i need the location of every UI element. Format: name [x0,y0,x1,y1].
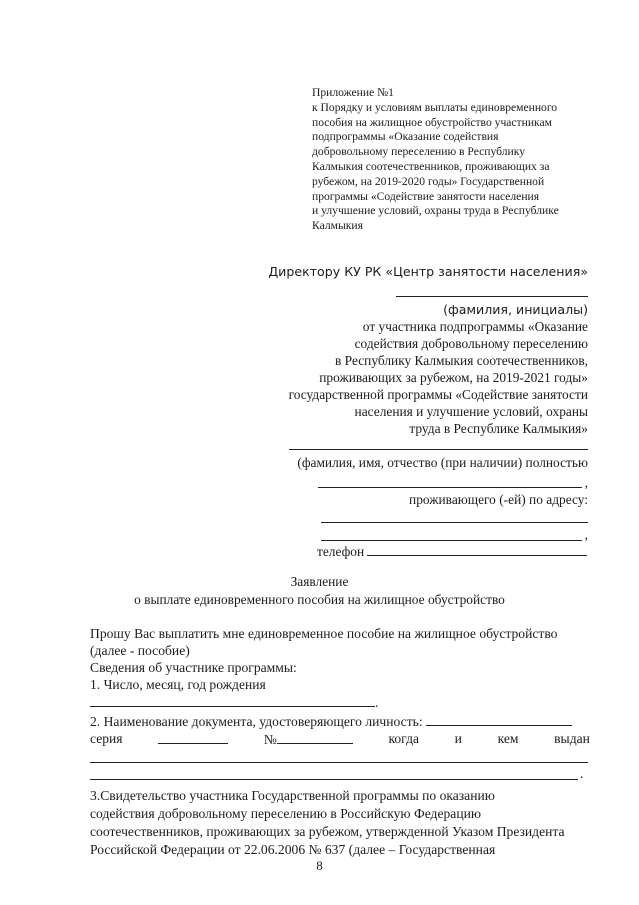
paragraph-line: содействия добровольному переселению в Российскую Федерацию [90,806,482,821]
fio-continuation-line [318,487,582,488]
comma: , [584,527,588,542]
from-line: труда в Республике Калмыкия» [409,421,588,436]
appendix-line: Калмыкия соотечественников, проживающих за [312,159,550,173]
series-fill-line [158,731,228,744]
appendix-line: Калмыкия [312,219,363,233]
dot: . [375,695,379,710]
from-line: государственной программы «Содействие занятости [288,387,588,402]
id-document-row [90,713,572,730]
appendix-line: рубежом, на 2019-2020 годы» Государственной [312,174,545,188]
appendix-line: и улучшение условий, охраны труда в Республике [312,204,559,218]
from-line: проживающих за рубежом, на 2019-2021 годы» [319,370,588,385]
series-label: серия [90,731,123,746]
passport-details-row [90,731,590,748]
director-addressee: Директору КУ РК «Центр занятости населения» [268,264,588,279]
appendix-line: программы «Содействие занятости населения [312,189,540,203]
document-subtitle: о выплате единовременного пособия на жилищное обустройство [134,592,505,607]
address-line [321,540,582,541]
from-line: населения и улучшение условий, охраны [354,404,588,419]
id-document-label: 2. Наименование документа, удостоверяющего личность: [90,714,423,729]
phone-label: телефон [317,544,365,559]
by-whom-label: кем [497,731,519,746]
appendix-line: Приложение №1 [312,86,394,99]
phone-row [317,543,587,560]
address-line [321,522,588,523]
fio-initials-line [396,296,588,297]
fio-initials-caption: (фамилия, инициалы) [443,302,588,317]
comma: , [584,475,588,490]
appendix-line: пособия на жилищное обустройство участникам [312,115,552,129]
from-line: от участника подпрограммы «Оказание [362,319,588,334]
from-line: в Республику Калмыкия соотечественников, [335,353,588,368]
number-fill-line [277,731,353,744]
birth-date-fill-line [90,694,375,707]
paragraph-line: (далее - пособие) [90,643,190,658]
appendix-line: подпрограммы «Оказание содействия [312,130,499,144]
paragraph-line: соотечественников, проживающих за рубежом, утвержденной Указом Президента [90,824,565,839]
appendix-block [312,86,602,234]
paragraph-line: Российской Федерации от 22.06.2006 № 637 (далее – Государственная [90,842,496,857]
number-row [264,731,353,748]
issued-by-line [90,762,588,763]
from-line: содействия добровольному переселению [354,336,588,351]
document-title: Заявление [290,574,349,589]
birth-date-row [90,694,378,711]
address-caption: проживающего (-ей) по адресу: [409,492,588,507]
id-document-fill-line [426,713,572,726]
dot: . [580,766,584,781]
participant-info-heading: Сведения об участнике программы: [90,660,297,675]
paragraph-line: 3.Свидетельство участника Государственной программы по оказанию [90,788,495,803]
paragraph-line: Прошу Вас выплатить мне единовременное пособие на жилищное обустройство [90,626,558,641]
issued-label: выдан [554,731,590,746]
appendix-line: к Порядку и условиям выплаты единовременного [312,100,558,114]
birth-date-label: 1. Число, месяц, год рождения [90,677,266,692]
fio-full-line [289,449,588,450]
appendix-line: добровольному переселению в Республику [312,145,525,159]
phone-fill-line [367,543,587,556]
and-label: и [454,731,462,746]
issued-by-line [90,779,578,780]
page-number: 8 [316,858,323,873]
number-sign: № [263,732,277,747]
when-label: когда [388,731,420,746]
fio-full-caption: (фамилия, имя, отчество (при наличии) полностью [297,455,588,470]
